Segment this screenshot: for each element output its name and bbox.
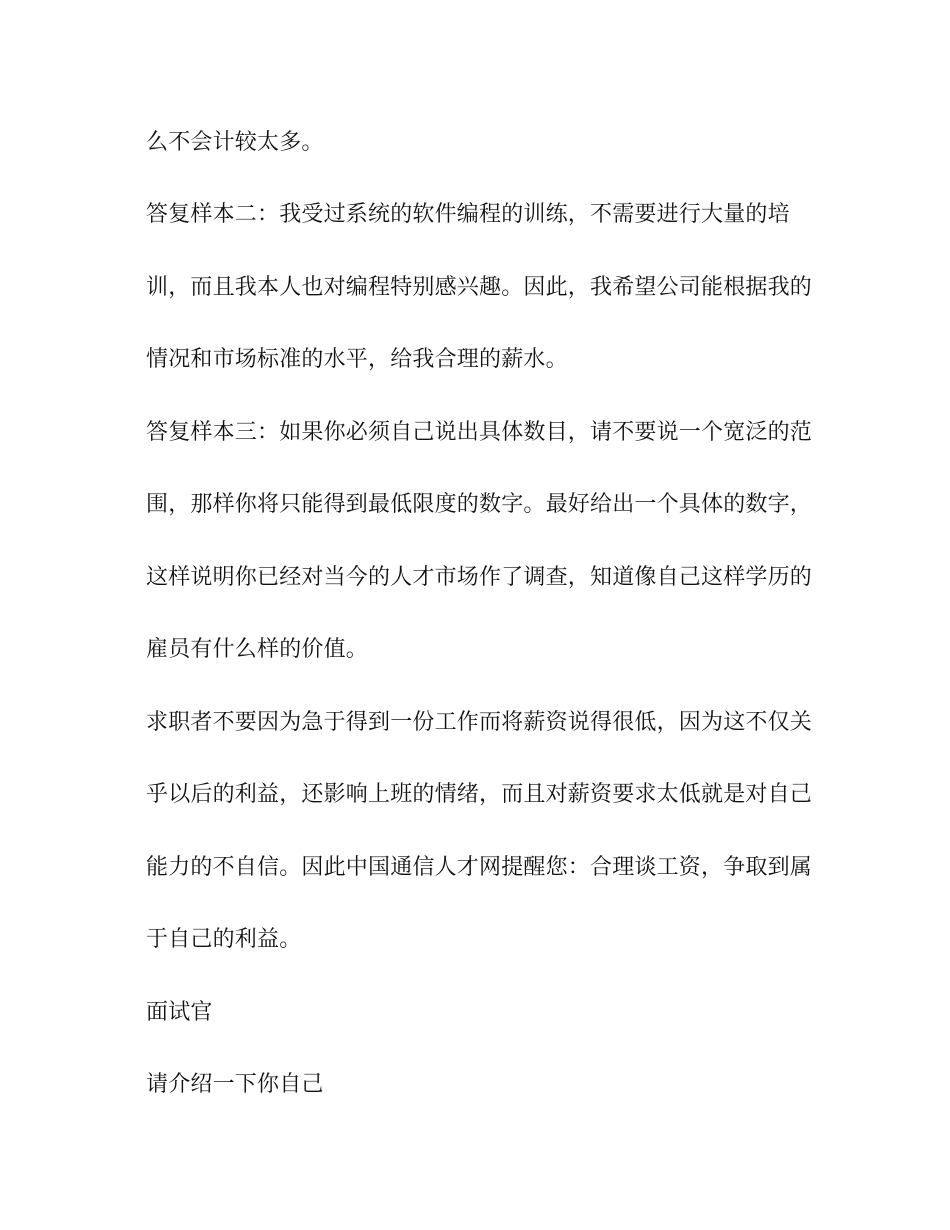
text-line: 雇员有什么样的价值。	[146, 637, 369, 662]
text-line: 训，而且我本人也对编程特别感兴趣。因此，我希望公司能根据我的	[146, 275, 813, 300]
text-line: 能力的不自信。因此中国通信人才网提醒您：合理谈工资，争取到属	[146, 855, 813, 880]
text-line: 这样说明你已经对当今的人才市场作了调查，知道像自己这样学历的	[146, 565, 813, 590]
text-line: 围，那样你将只能得到最低限度的数字。最好给出一个具体的数字，	[146, 492, 813, 517]
text-line: 答复样本三：如果你必须自己说出具体数目，请不要说一个宽泛的范	[146, 420, 813, 445]
text-line: 么不会计较太多。	[146, 130, 324, 155]
text-line: 于自己的利益。	[146, 927, 302, 952]
text-line: 情况和市场标准的水平，给我合理的薪水。	[146, 347, 568, 372]
text-line: 答复样本二：我受过系统的软件编程的训练，不需要进行大量的培	[146, 202, 790, 227]
text-line: 求职者不要因为急于得到一份工作而将薪资说得很低，因为这不仅关	[146, 710, 813, 735]
text-line: 乎以后的利益，还影响上班的情绪，而且对薪资要求太低就是对自己	[146, 782, 813, 807]
section-heading: 面试官	[146, 1000, 213, 1025]
question-line: 请介绍一下你自己	[146, 1072, 324, 1097]
